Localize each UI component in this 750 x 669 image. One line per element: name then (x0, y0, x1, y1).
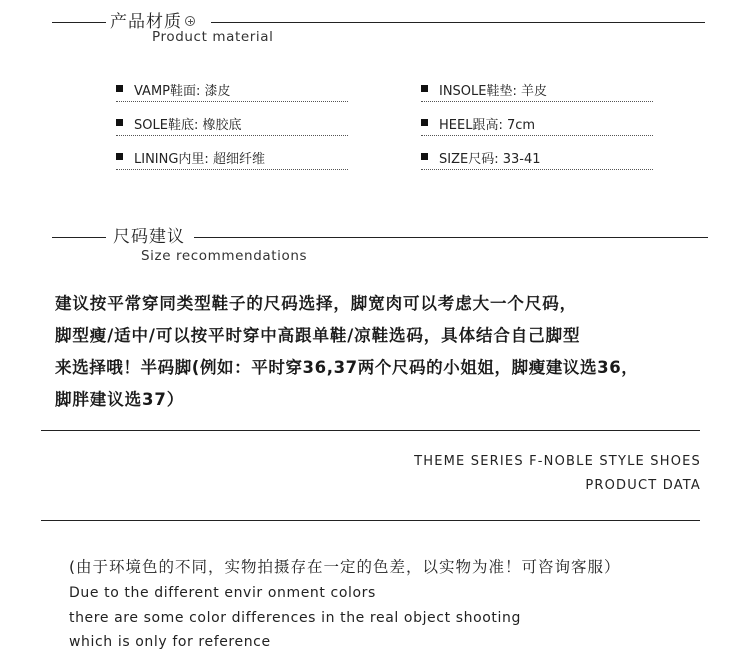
theme-bottom-rule (41, 520, 700, 521)
theme-series-text: THEME SERIES F-NOBLE STYLE SHOES (414, 454, 701, 469)
size-divider-right (194, 237, 708, 238)
spec-label: SOLE鞋底: 橡胶底 (134, 118, 242, 133)
size-divider-left (52, 237, 106, 238)
color-note-en-2: there are some color differences in the real object shooting (69, 610, 521, 626)
bullet-icon (116, 153, 123, 160)
spec-label: SIZE尺码: 33-41 (439, 152, 541, 167)
size-rec-line-2: 脚型瘦/适中/可以按平时穿中高跟单鞋/凉鞋选码，具体结合自己脚型 (55, 326, 581, 345)
spec-sole (116, 113, 348, 136)
bullet-icon (116, 119, 123, 126)
spec-vamp (116, 79, 348, 102)
section-divider-left (52, 22, 106, 23)
bullet-icon (421, 119, 428, 126)
size-rec-subtitle: Size recommendations (141, 248, 308, 264)
spec-heel (421, 113, 653, 136)
spec-insole (421, 79, 653, 102)
section-divider-right (211, 22, 705, 23)
bullet-icon (421, 153, 428, 160)
theme-top-rule (41, 430, 700, 431)
spec-label: HEEL跟高: 7cm (439, 118, 536, 133)
plus-circle-icon (185, 16, 195, 26)
product-material-title: 产品材质 (110, 12, 182, 32)
size-rec-line-1: 建议按平常穿同类型鞋子的尺码选择，脚宽肉可以考虑大一个尺码， (55, 294, 577, 313)
product-data-text: PRODUCT DATA (585, 478, 701, 493)
color-note-cn: (由于环境色的不同，实物拍摄存在一定的色差，以实物为准！可咨询客服） (69, 558, 621, 576)
bullet-icon (421, 85, 428, 92)
spec-label: LINING内里: 超细纤维 (134, 152, 265, 167)
bullet-icon (116, 85, 123, 92)
color-note-en-1: Due to the different envir onment colors (69, 585, 376, 601)
product-material-subtitle: Product material (152, 29, 274, 45)
color-note-en-3: which is only for reference (69, 634, 271, 650)
spec-lining (116, 147, 348, 170)
spec-label: VAMP鞋面: 漆皮 (134, 84, 231, 99)
size-rec-line-4: 脚胖建议选37） (55, 390, 185, 409)
spec-label: INSOLE鞋垫: 羊皮 (439, 84, 548, 99)
size-rec-line-3: 来选择哦！半码脚(例如：平时穿36,37两个尺码的小姐姐，脚瘦建议选36， (55, 358, 639, 377)
size-rec-title: 尺码建议 (113, 227, 185, 247)
spec-size (421, 147, 653, 170)
